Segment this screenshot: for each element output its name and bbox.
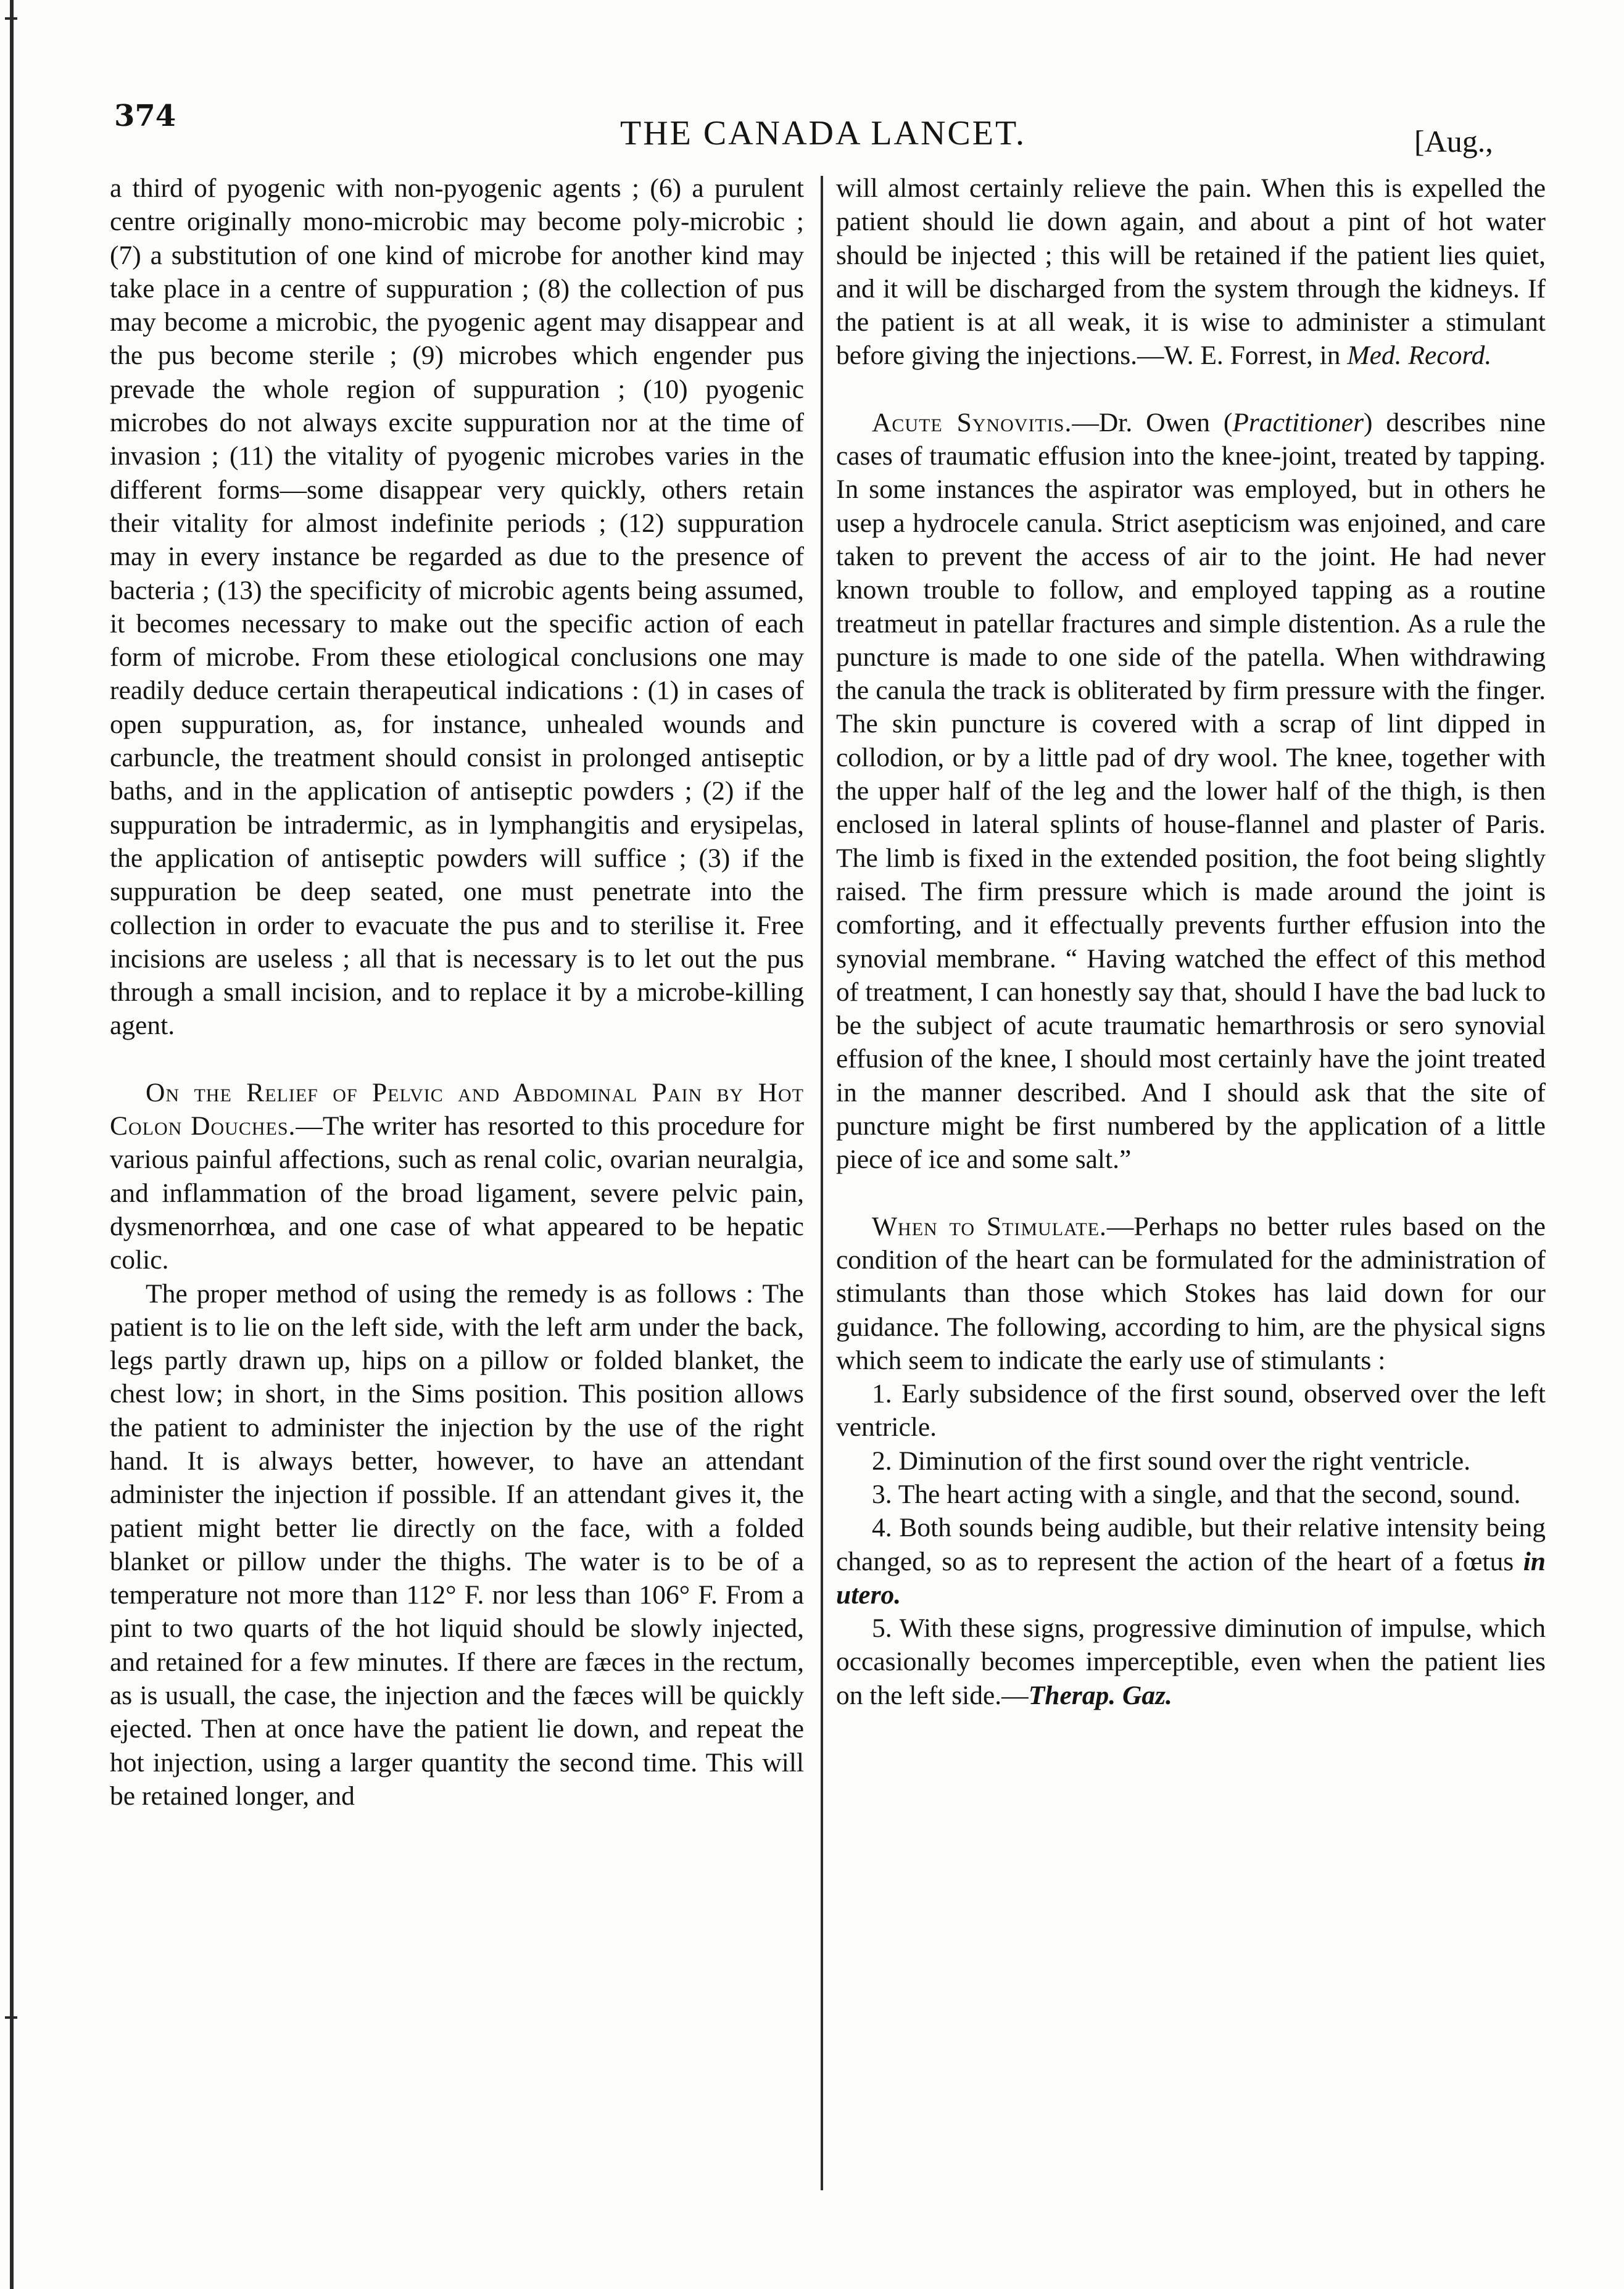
section-when-to-stimulate xyxy=(836,1210,1546,1377)
list-item: 1. Early subsidence of the first sound, observed over the left ventricle. xyxy=(836,1379,1546,1443)
left-paragraph-suppuration: a third of pyogenic with non-pyogenic agents ; (6) a purulent centre originally mono-microbic may become poly-microbic ; (7) a substitution of one kind of microbe for another kind may take place in a centre of suppuration ; (8) the collection of pus may become a microbic, the pyogenic agent may disappear and the pus become sterile ; (9) microbes which engender pus prevade the whole region of suppuration ; (10) pyogenic microbes do not always excite suppuration nor at the time of invasion ; (11) the vitality of pyogenic microbes varies in the different forms—some disappear very quickly, others retain their vitality for almost indefinite periods ; (12) suppuration may in every instance be regarded as due to the presence of bacteria ; (13) the specificity of microbic agents being assumed, it becomes necessary to make out the specific action of each form of microbe. From these etiological conclusions one may readily deduce certain therapeutical indications : (1) in cases of open suppuration, as, for instance, unhealed wounds and carbuncle, the treatment should consist in prolonged antiseptic baths, and in the application of antiseptic powders ; (2) if the suppuration be intradermic, as in lymphangitis and erysipelas, the application of antiseptic powders will suffice ; (3) if the suppuration be deep seated, one must penetrate into the collection in order to evacuate the pus and to sterilise it. Free incisions are useless ; all that is necessary is to let out the pus through a small incision, and to replace it by a microbe-killing agent. xyxy=(110,173,804,1041)
list-item xyxy=(836,1511,1546,1612)
list-item: 3. The heart acting with a single, and that the second, sound. xyxy=(872,1479,1521,1509)
section-heading-when-to-stimulate: When to Stimulate. xyxy=(872,1211,1107,1241)
binding-tick-mark xyxy=(5,17,17,20)
journal-name: Practitioner xyxy=(1232,407,1364,437)
section-acute-synovitis xyxy=(836,406,1546,1177)
source-citation: Therap. Gaz. xyxy=(1028,1680,1172,1710)
latin-phrase: in utero. xyxy=(836,1546,1546,1610)
section-synovitis-text: ) describes nine cases of traumatic effusion into the knee-joint, treated by tapping. In some instances the aspirator was employed, but in others he usep a hydrocele canula. Strict asepticism was enjoined, and care taken to prevent the access of air to the joint. He had never known trouble to follow, and employed tapping as a routine treatmeut in patellar fractures and simple distention. As a rule the puncture is made to one side of the patella. When withdrawing the canula the track is obliterated by firm pressure with the finger. The skin puncture is covered with a scrap of lint dipped in collodion, or by a little pad of dry wool. The knee, together with the upper half of the leg and the lower half of the thigh, is then enclosed in lateral splints of house-flannel and plaster of Paris. The limb is fixed in the extended position, the foot being slightly raised. The firm pressure which is made around the joint is comforting, and it effectually prevents further effusion into the synovial membrane. “ Having watched the effect of this method of treatment, I can honestly say that, should I have the bad luck to be the subject of acute traumatic hemarthrosis or sero synovial effusion of the knee, I should most certainly have the joint treated in the manner described. And I should ask that the site of puncture might be first numbered by the application of a little piece of ice and some salt.” xyxy=(836,407,1546,1175)
left-column xyxy=(110,172,804,1813)
section-stimulate-text: —Perhaps no better rules based on the condition of the heart can be formulated for the administration of stimulants than those which Stokes has laid down for our guidance. The following, according to him, are the physical signs which seem to indicate the early use of stimulants : xyxy=(836,1211,1546,1375)
list-item-text: 4. Both sounds being audible, but their relative intensity being changed, so as to represent the action of the heart of a fœtus xyxy=(836,1513,1546,1576)
section-pelvic-pain xyxy=(110,1076,804,1277)
section-gap xyxy=(836,373,1546,406)
running-month: [Aug., xyxy=(1414,124,1493,159)
running-title: THE CANADA LANCET. xyxy=(620,114,1027,152)
section-heading-acute-synovitis: Acute Synovitis. xyxy=(872,407,1072,437)
section-pelvic-pain-method: The proper method of using the remedy is as follows : The patient is to lie on the left side, with the left arm under the back, legs partly drawn up, hips on a pillow or folded blanket, the chest low; in short, in the Sims position. This position allows the patient to administer the injection by the use of the right hand. It is always better, however, to have an attendant administer the injection if possible. If an attendant gives it, the patient might better lie directly on the face, with a folded blanket or pillow under the thighs. The water is to be of a temperature not more than 112° F. nor less than 106° F. From a pint to two quarts of the hot liquid should be slowly injected, and retained for a few minutes. If there are fæces in the rectum, as is usuall, the case, the injection and the fæces will be quickly ejected. Then at once have the patient lie down, and repeat the hot injection, using a larger quantity the second time. This will be retained longer, and xyxy=(110,1278,804,1811)
source-citation: Med. Record. xyxy=(1347,341,1492,371)
list-item: 2. Diminution of the first sound over the right ventricle. xyxy=(872,1446,1471,1476)
section-heading-pelvic-pain: On the Relief of Pelvic and Abdominal Pain by Hot Colon Douches. xyxy=(110,1077,804,1141)
list-item-text: 5. With these signs, progressive diminution of impulse, which occasionally becomes imperceptible, even when the patient lies on the left side.— xyxy=(836,1613,1546,1710)
continuation-text: will almost certainly relieve the pain. When this is expelled the patient should lie down again, and about a pint of hot water should be injected ; this will be retained if the patient lies quiet, and it will be discharged from the system through the kidneys. If the patient is at all weak, it is wise to administer a stimulant before giving the injections.—W. E. Forrest, in xyxy=(836,173,1546,371)
section-gap xyxy=(836,1177,1546,1210)
list-item xyxy=(836,1612,1546,1712)
right-column xyxy=(836,172,1546,1712)
section-synovitis-lead: —Dr. Owen ( xyxy=(1072,407,1233,437)
page-number: 374 xyxy=(114,99,176,133)
binding-tick-mark xyxy=(5,2016,17,2019)
binding-edge-rule xyxy=(10,0,14,2289)
section-pelvic-pain-intro: —The writer has resorted to this procedure for various painful affections, such as renal colic, ovarian neuralgia, and inflammation of the broad ligament, severe pelvic pain, dysmenorrhœa, and one case of what appeared to be hepatic colic. xyxy=(110,1111,804,1275)
right-paragraph-continuation xyxy=(836,172,1546,373)
section-gap xyxy=(110,1043,804,1076)
column-divider xyxy=(821,176,823,2190)
